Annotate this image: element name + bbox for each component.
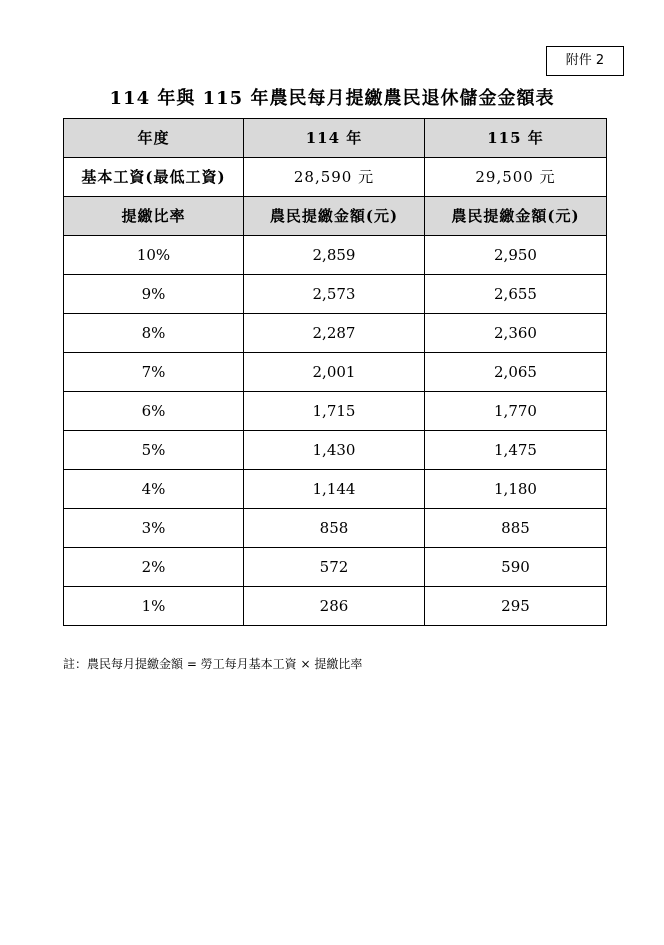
table-row (64, 236, 607, 275)
subheader-cell-year-b: 農民提繳金額(元) (425, 197, 607, 236)
rate-cell: 1% (64, 587, 244, 626)
contribution-table (63, 118, 607, 626)
subheader-cell-year-a: 農民提繳金額(元) (244, 197, 425, 236)
rate-cell: 5% (64, 431, 244, 470)
table-header-row (64, 119, 607, 158)
table-subheader-row (64, 197, 607, 236)
amount-cell-year-b: 2,065 (425, 353, 607, 392)
amount-cell-year-a: 2,001 (244, 353, 425, 392)
rate-cell: 8% (64, 314, 244, 353)
amount-cell-year-a: 286 (244, 587, 425, 626)
table-row (64, 275, 607, 314)
header-cell-year-b: 115 年 (425, 119, 607, 158)
table-row (64, 587, 607, 626)
subheader-cell-rate: 提繳比率 (64, 197, 244, 236)
amount-cell-year-a: 572 (244, 548, 425, 587)
amount-cell-year-a: 1,715 (244, 392, 425, 431)
base-wage-row (64, 158, 607, 197)
table-row (64, 353, 607, 392)
amount-cell-year-a: 2,573 (244, 275, 425, 314)
footnote: 註：農民每月提繳金額 = 勞工每月基本工資 × 提繳比率 (63, 657, 363, 671)
base-wage-label: 基本工資(最低工資) (64, 158, 244, 197)
header-cell-year-a: 114 年 (244, 119, 425, 158)
table-row (64, 431, 607, 470)
amount-cell-year-a: 858 (244, 509, 425, 548)
amount-cell-year-b: 1,475 (425, 431, 607, 470)
table-row (64, 470, 607, 509)
table-body (64, 119, 607, 626)
table-row (64, 392, 607, 431)
table-row (64, 314, 607, 353)
amount-cell-year-b: 2,950 (425, 236, 607, 275)
amount-cell-year-b: 295 (425, 587, 607, 626)
amount-cell-year-a: 2,859 (244, 236, 425, 275)
amount-cell-year-b: 590 (425, 548, 607, 587)
rate-cell: 3% (64, 509, 244, 548)
amount-cell-year-b: 885 (425, 509, 607, 548)
amount-cell-year-a: 1,144 (244, 470, 425, 509)
rate-cell: 6% (64, 392, 244, 431)
amount-cell-year-b: 1,180 (425, 470, 607, 509)
amount-cell-year-b: 2,655 (425, 275, 607, 314)
amount-cell-year-a: 2,287 (244, 314, 425, 353)
header-cell-year-label: 年度 (64, 119, 244, 158)
rate-cell: 2% (64, 548, 244, 587)
table-row (64, 509, 607, 548)
base-wage-year-a: 28,590 元 (244, 158, 425, 197)
rate-cell: 7% (64, 353, 244, 392)
base-wage-year-b: 29,500 元 (425, 158, 607, 197)
amount-cell-year-b: 1,770 (425, 392, 607, 431)
page-title: 114 年與 115 年農民每月提繳農民退休儲金金額表 (109, 88, 555, 109)
rate-cell: 10% (64, 236, 244, 275)
table-row (64, 548, 607, 587)
attachment-label: 附件 2 (546, 46, 624, 76)
amount-cell-year-b: 2,360 (425, 314, 607, 353)
amount-cell-year-a: 1,430 (244, 431, 425, 470)
rate-cell: 4% (64, 470, 244, 509)
rate-cell: 9% (64, 275, 244, 314)
